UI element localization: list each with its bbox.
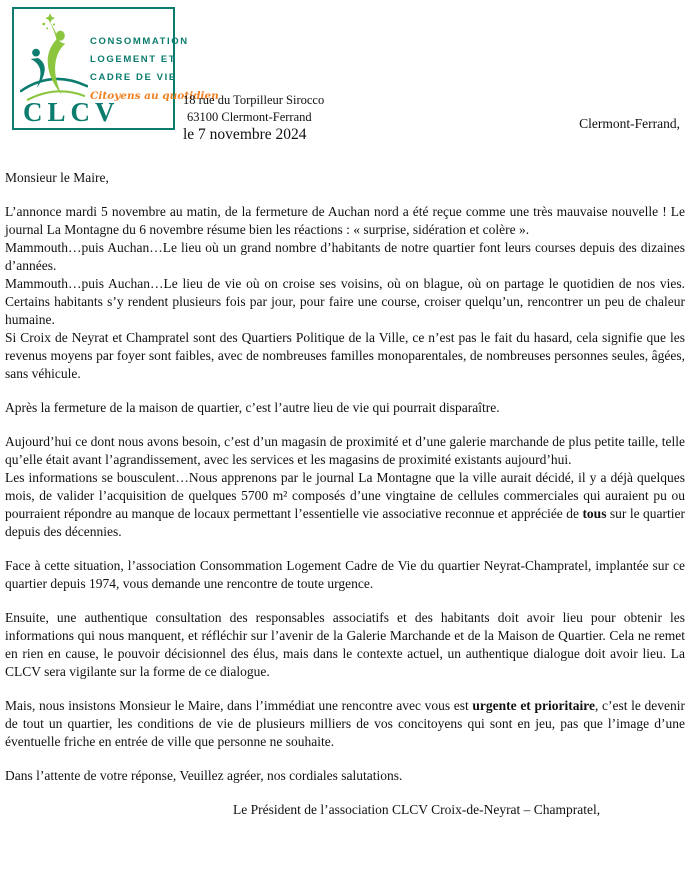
logo-wordmark xyxy=(90,33,219,102)
logo-acronym: CLCV xyxy=(23,97,120,127)
large-figure-icon xyxy=(48,21,66,95)
logo-line-2: LOGEMENT ET xyxy=(90,54,177,65)
signature-line: Le Président de l’association CLCV Croix-de-Neyrat – Champratel, xyxy=(233,802,601,817)
letter-date: le 7 novembre 2024 xyxy=(183,126,307,143)
para-annonce: L’annonce mardi 5 novembre au matin, de la fermeture de Auchan nord a été reçue comme une très mauvaise nouvelle ! Le journal La Montagne du 6 novembre résume bien les réactions : « surprise, sidération et colère ». xyxy=(5,204,685,237)
clcv-logo xyxy=(12,7,219,130)
salutation: Monsieur le Maire, xyxy=(5,170,109,185)
para-urgence: Mais, nous insistons Monsieur le Maire, dans l’immédiat une rencontre avec vous est urgente et prioritaire, c’est le devenir de tout un quartier, les conditions de vie de plusieurs milliers de vos concitoyens qui sont en jeu, pas que l’image d’une éventuelle friche en entrée de ville que personne ne souhaite. xyxy=(5,698,685,749)
address-line-2: 63100 Clermont-Ferrand xyxy=(187,110,312,124)
para-mammouth-lieu-de-vie: Mammouth…puis Auchan…Le lieu de vie où on croise ses voisins, où on blague, où on partage le quotidien de nos vies. Certains habitants s’y rendent plusieurs fois par jour, pour faire une course, croiser quelqu’un, rencontrer un peu de chaleur humaine. xyxy=(5,276,685,327)
para-quartiers-politique: Si Croix de Neyrat et Champratel sont des Quartiers Politique de la Ville, ce n’est pas le fait du hasard, cela signifie que les revenus moyens par foyer sont faibles, avec de nombreuses familles monoparentales, de nombreuses personnes seules, âgées, sans véhicule. xyxy=(5,330,685,381)
sender-address-block xyxy=(183,92,324,143)
para-face-situation: Face à cette situation, l’association Consommation Logement Cadre de Vie du quartier Neyrat-Champratel, implantée sur ce quartier depuis 1974, vous demande une rencontre de toute urgence. xyxy=(5,558,685,591)
para-closing: Dans l’attente de votre réponse, Veuillez agréer, nos cordiales salutations. xyxy=(5,768,403,783)
logo-line-1: CONSOMMATION xyxy=(90,36,189,47)
stars-icon xyxy=(42,13,55,29)
clcv-logo-figure-icon xyxy=(20,11,88,103)
letter-body xyxy=(0,169,690,819)
para-informations: Les informations se bousculent…Nous apprenons par le journal La Montagne que la ville aurait décidé, il y a déjà quelques mois, de valider l’acquisition de quelques 5700 m² composés d’une vingtaine de cellules commerciales qui auraient pu ou pourraient répondre au manque de locaux permettant l’essentielle vie associative reconnue et appréciée de tous sur le quartier depuis des décennies. xyxy=(5,470,685,539)
para-maison-quartier: Après la fermeture de la maison de quartier, c’est l’autre lieu de vie qui pourrait disparaître. xyxy=(5,400,500,415)
para-consultation: Ensuite, une authentique consultation des responsables associatifs et des habitants doit avoir lieu pour obtenir les informations qui nous manquent, et réfléchir sur l’avenir de la Galerie Marchande et de la Maison de Quartier. Cela ne remet en rien en cause, le pouvoir décisionnel des élus, mais dans le contexte actuel, un authentique dialogue doit avoir lieu. La CLCV sera vigilante sur la forme de ce dialogue. xyxy=(5,610,685,679)
para-besoin: Aujourd’hui ce dont nous avons besoin, c’est d’un magasin de proximité et d’une galerie marchande de plus petite taille, telle qu’elle était avant l’agrandissement, avec les services et les magasins de proximité existants aujourd’hui. xyxy=(5,434,685,467)
letter-header xyxy=(0,0,690,160)
place-line: Clermont-Ferrand, xyxy=(579,116,680,131)
logo-tagline: Citoyens au quotidien xyxy=(90,90,219,102)
para-mammouth-courses: Mammouth…puis Auchan…Le lieu où un grand nombre d’habitants de notre quartier font leurs courses depuis des dizaines d’années. xyxy=(5,240,685,273)
paragraphs-container xyxy=(5,203,685,819)
address-line-1: 18 rue du Torpilleur Sirocco xyxy=(183,93,325,107)
logo-line-3: CADRE DE VIE xyxy=(90,72,177,83)
